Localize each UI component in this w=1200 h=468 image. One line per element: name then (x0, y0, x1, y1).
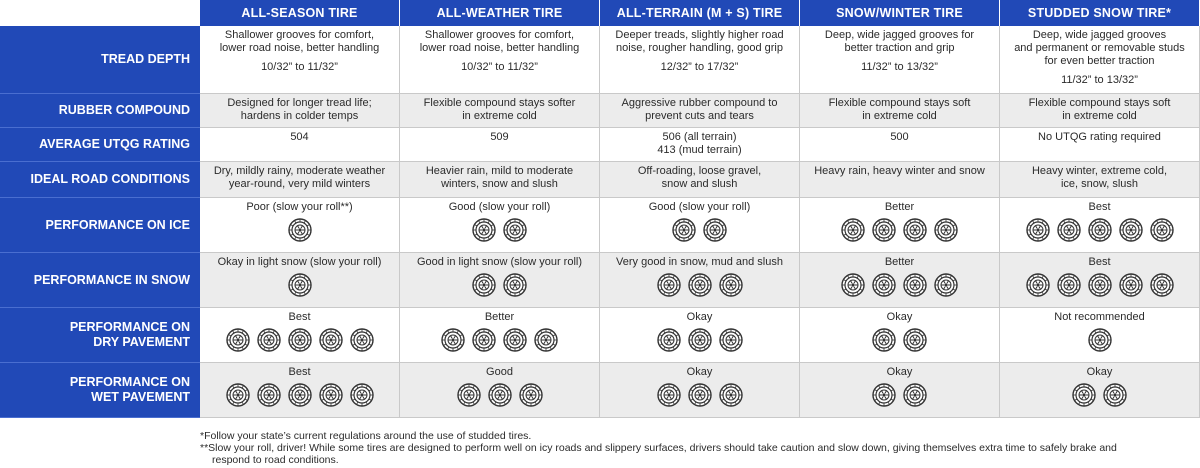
cell-text: Heavy winter, extreme cold, (1031, 165, 1168, 177)
table-corner (0, 0, 200, 26)
table-cell (800, 253, 1000, 308)
cell-text: Flexible compound stays softer (423, 97, 576, 109)
cell-text: Best (288, 366, 311, 378)
tire-rating (804, 328, 995, 352)
cell-text: Best (288, 311, 311, 323)
tire-icon (472, 218, 496, 242)
table-cell (600, 308, 800, 363)
cell-text: Good (486, 366, 513, 378)
tire-icon (934, 273, 958, 297)
cell-text: Deep, wide jagged grooves for (824, 29, 975, 41)
table-cell (400, 94, 600, 128)
table-cell (200, 308, 400, 363)
cell-text: Off-roading, loose gravel, (637, 165, 762, 177)
row-header (0, 253, 200, 308)
tire-rating (804, 383, 995, 407)
table-cell (400, 162, 600, 198)
tire-icon (841, 218, 865, 242)
cell-text: Okay (686, 366, 713, 378)
tire-icon (519, 383, 543, 407)
table-cell (400, 26, 600, 94)
table-cell (200, 198, 400, 253)
cell-text: Very good in snow, mud and slush (616, 256, 783, 268)
column-header: ALL-TERRAIN (M + S) TIRE (600, 0, 800, 26)
table-cell (800, 26, 1000, 94)
cell-text: Deeper treads, slightly higher road (615, 29, 784, 41)
tire-rating (404, 328, 595, 352)
cell-text: snow and slush (661, 178, 738, 190)
table-cell (800, 308, 1000, 363)
cell-text: Good (slow your roll) (448, 201, 551, 213)
cell-text: Best (1088, 256, 1111, 268)
row-header-label: TREAD DEPTH (101, 52, 190, 66)
table-cell (1000, 198, 1200, 253)
cell-text: lower road noise, better handling (419, 42, 580, 54)
table-cell (600, 363, 800, 418)
tire-icon (350, 328, 374, 352)
tire-icon (872, 328, 896, 352)
cell-text: Heavy rain, heavy winter and snow (814, 165, 985, 177)
cell-text: Deep, wide jagged grooves (1032, 29, 1167, 41)
table-cell (1000, 162, 1200, 198)
row-header-label: WET PAVEMENT (91, 390, 190, 404)
row-header-label: IDEAL ROAD CONDITIONS (30, 172, 190, 186)
cell-text: in extreme cold (462, 110, 537, 122)
row-header (0, 128, 200, 162)
tire-icon (288, 328, 312, 352)
tire-icon (903, 328, 927, 352)
cell-text: Heavier rain, mild to moderate (425, 165, 574, 177)
row-header (0, 94, 200, 128)
cell-text: Okay (686, 311, 713, 323)
row-header (0, 26, 200, 94)
cell-text: Designed for longer tread life; (227, 97, 372, 109)
tire-rating (804, 218, 995, 242)
tire-rating (604, 218, 795, 242)
table-cell (800, 94, 1000, 128)
table-cell (200, 253, 400, 308)
cell-text: noise, rougher handling, good grip (616, 42, 783, 54)
cell-text: Flexible compound stays soft (828, 97, 971, 109)
row-header-label: RUBBER COMPOUND (58, 103, 190, 117)
table-cell (200, 94, 400, 128)
row-header (0, 308, 200, 363)
tire-icon (703, 218, 727, 242)
tire-icon (1026, 273, 1050, 297)
tire-icon (688, 383, 712, 407)
footnote-studded: *Follow your state’s current regulations around the use of studded tires. (200, 430, 532, 442)
table-cell (200, 128, 400, 162)
tire-icon (1103, 383, 1127, 407)
tire-icon (1119, 273, 1143, 297)
table-cell (400, 253, 600, 308)
table-cell (800, 128, 1000, 162)
cell-text: Good in light snow (slow your roll) (416, 256, 583, 268)
tire-icon (672, 218, 696, 242)
tire-rating (604, 328, 795, 352)
tire-icon (457, 383, 481, 407)
cell-text: Better (884, 256, 915, 268)
tire-icon (719, 383, 743, 407)
tire-icon (288, 383, 312, 407)
cell-text: Poor (slow your roll**) (246, 201, 353, 213)
tire-icon (1026, 218, 1050, 242)
tire-icon (319, 383, 343, 407)
tire-rating (204, 383, 395, 407)
cell-text: Okay (886, 366, 913, 378)
tire-rating (204, 218, 395, 242)
tire-icon (350, 383, 374, 407)
tire-icon (503, 328, 527, 352)
tire-rating (1004, 218, 1195, 242)
tire-icon (257, 383, 281, 407)
table-cell (400, 308, 600, 363)
cell-text: and permanent or removable studs (1014, 42, 1185, 54)
table-cell (1000, 253, 1200, 308)
tire-icon (872, 273, 896, 297)
tire-icon (441, 328, 465, 352)
tire-rating (604, 383, 795, 407)
column-header: SNOW/WINTER TIRE (800, 0, 1000, 26)
table-cell (400, 198, 600, 253)
cell-text: Aggressive rubber compound to (621, 97, 778, 109)
cell-text: 500 (890, 131, 909, 143)
tire-icon (841, 273, 865, 297)
tire-rating (1004, 273, 1195, 297)
tire-icon (903, 218, 927, 242)
row-header-label: PERFORMANCE IN SNOW (33, 272, 190, 287)
tire-icon (226, 383, 250, 407)
row-header-label: PERFORMANCE ON (69, 320, 190, 334)
table-cell (800, 363, 1000, 418)
table-cell (1000, 94, 1200, 128)
table-cell (600, 198, 800, 253)
cell-text: No UTQG rating required (1038, 131, 1161, 143)
tire-rating (204, 273, 395, 297)
table-cell (600, 253, 800, 308)
tire-icon (1150, 218, 1174, 242)
tire-rating (804, 273, 995, 297)
column-header: ALL-SEASON TIRE (200, 0, 400, 26)
cell-text: Better (484, 311, 515, 323)
cell-text: Okay (1086, 366, 1113, 378)
table-cell (400, 363, 600, 418)
cell-text: for even better traction (1044, 55, 1155, 67)
tire-icon (288, 273, 312, 297)
tread-depth-range: 11/32” to 13/32” (861, 61, 938, 73)
tire-icon (257, 328, 281, 352)
tire-icon (688, 328, 712, 352)
footnote-slow-your-roll-cont: respond to road conditions. (212, 454, 339, 466)
tire-icon (903, 383, 927, 407)
tire-icon (657, 328, 681, 352)
tire-icon (1057, 218, 1081, 242)
tire-icon (872, 218, 896, 242)
tread-depth-range: 10/32” to 11/32” (461, 61, 538, 73)
row-header (0, 162, 200, 198)
cell-text: 506 (all terrain) (662, 131, 737, 143)
tire-icon (488, 383, 512, 407)
tire-icon (503, 218, 527, 242)
cell-text: prevent cuts and tears (645, 110, 754, 122)
cell-text: in extreme cold (1062, 110, 1137, 122)
cell-text: year-round, very mild winters (228, 178, 371, 190)
footnotes (200, 430, 1190, 466)
tire-icon (688, 273, 712, 297)
tire-icon (657, 273, 681, 297)
table-cell (800, 162, 1000, 198)
cell-text: 504 (290, 131, 309, 143)
tread-depth-range: 12/32” to 17/32” (660, 61, 739, 73)
footnote-slow-your-roll: **Slow your roll, driver! While some tires are designed to perform well on icy roads and slippery surfaces, drivers should take caution and slow down, giving themselves extra time to safely brake and (200, 442, 1117, 454)
cell-text: 509 (490, 131, 509, 143)
tire-icon (657, 383, 681, 407)
tread-depth-range: 11/32” to 13/32” (1061, 74, 1138, 86)
tire-rating (404, 383, 595, 407)
tire-rating (1004, 383, 1195, 407)
table-cell (1000, 363, 1200, 418)
tire-rating (404, 218, 595, 242)
tire-icon (1088, 273, 1112, 297)
cell-text: Good (slow your roll) (648, 201, 751, 213)
table-cell (600, 94, 800, 128)
table-cell (200, 162, 400, 198)
cell-text: Shallower grooves for comfort, (224, 29, 375, 41)
tire-rating (404, 273, 595, 297)
cell-text: Not recommended (1054, 311, 1145, 323)
cell-text: Dry, mildly rainy, moderate weather (213, 165, 386, 177)
row-header (0, 363, 200, 418)
table-cell (1000, 26, 1200, 94)
tire-icon (719, 328, 743, 352)
tire-rating (604, 273, 795, 297)
column-header: ALL-WEATHER TIRE (400, 0, 600, 26)
table-cell (1000, 308, 1200, 363)
tire-icon (903, 273, 927, 297)
cell-text: lower road noise, better handling (219, 42, 380, 54)
tire-icon (319, 328, 343, 352)
tire-icon (472, 273, 496, 297)
tire-rating (1004, 328, 1195, 352)
table-cell (400, 128, 600, 162)
cell-text: 413 (mud terrain) (657, 144, 742, 156)
table-cell (600, 26, 800, 94)
tire-icon (1088, 218, 1112, 242)
cell-text: Okay (886, 311, 913, 323)
column-header: STUDDED SNOW TIRE* (1000, 0, 1200, 26)
cell-text: Okay in light snow (slow your roll) (217, 256, 382, 268)
tire-icon (719, 273, 743, 297)
tire-icon (934, 218, 958, 242)
tread-depth-range: 10/32” to 11/32” (261, 61, 338, 73)
tire-icon (503, 273, 527, 297)
tire-icon (1088, 328, 1112, 352)
row-header-label: PERFORMANCE ON (69, 375, 190, 389)
tire-icon (1072, 383, 1096, 407)
row-header (0, 198, 200, 253)
tire-icon (1150, 273, 1174, 297)
cell-text: hardens in colder temps (240, 110, 359, 122)
table-cell (600, 128, 800, 162)
row-header-label: DRY PAVEMENT (93, 335, 190, 349)
tire-rating (204, 328, 395, 352)
tire-icon (288, 218, 312, 242)
tire-icon (472, 328, 496, 352)
tire-icon (1057, 273, 1081, 297)
table-cell (1000, 128, 1200, 162)
row-header-label: AVERAGE UTQG RATING (39, 137, 190, 151)
cell-text: ice, snow, slush (1060, 178, 1139, 190)
tire-icon (534, 328, 558, 352)
tire-icon (1119, 218, 1143, 242)
table-cell (800, 198, 1000, 253)
tire-icon (226, 328, 250, 352)
cell-text: better traction and grip (844, 42, 955, 54)
cell-text: Better (884, 201, 915, 213)
table-cell (200, 363, 400, 418)
tire-icon (872, 383, 896, 407)
row-header-label: PERFORMANCE ON ICE (45, 217, 190, 232)
table-cell (200, 26, 400, 94)
cell-text: Best (1088, 201, 1111, 213)
cell-text: Flexible compound stays soft (1028, 97, 1171, 109)
table-cell (600, 162, 800, 198)
cell-text: Shallower grooves for comfort, (424, 29, 575, 41)
cell-text: in extreme cold (862, 110, 937, 122)
cell-text: winters, snow and slush (441, 178, 558, 190)
